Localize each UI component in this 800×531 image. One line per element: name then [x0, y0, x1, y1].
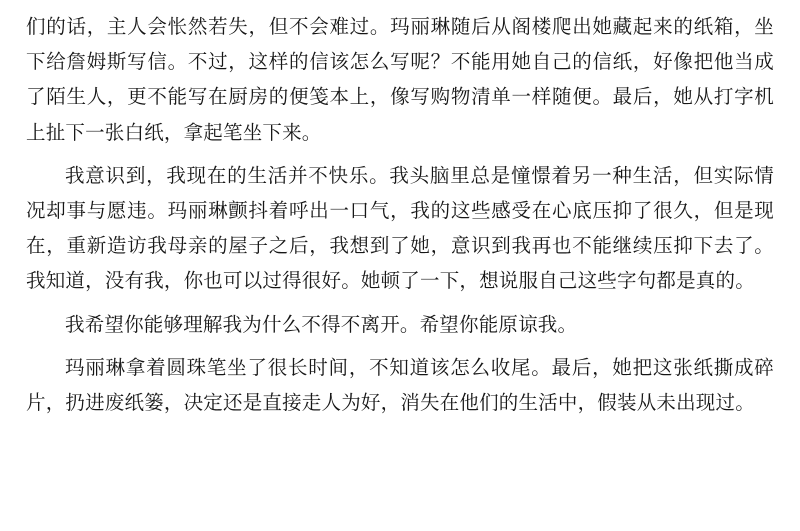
- paragraph-2: 我意识到，我现在的生活并不快乐。我头脑里总是憧憬着另一种生活，但实际情况却事与愿违。玛丽琳颤抖着呼出一口气，我的这些感受在心底压抑了很久，但是现在，重新造访我母亲的屋子之后，我想到了她，意识到我再也不能继续压抑下去了。我知道，没有我，你也可以过得很好。她顿了一下，想说服自己这些字句都是真的。: [26, 164, 774, 293]
- paragraph-1: 们的话，主人会怅然若失，但不会难过。玛丽琳随后从阁楼爬出她藏起来的纸箱，坐下给詹姆斯写信。不过，这样的信该怎么写呢？不能用她自己的信纸，好像把他当成了陌生人，更不能写在厨房的便笺本上，像写购物清单一样随便。最后，她从打字机上扯下一张白纸，拿起笔坐下来。: [26, 16, 774, 144]
- paragraph-3: 我希望你能够理解我为什么不得不离开。希望你能原谅我。: [65, 313, 578, 336]
- paragraph-4: 玛丽琳拿着圆珠笔坐了很长时间，不知道该怎么收尾。最后，她把这张纸撕成碎片，扔进废纸篓，决定还是直接走人为好，消失在他们的生活中，假装从未出现过。: [26, 356, 774, 415]
